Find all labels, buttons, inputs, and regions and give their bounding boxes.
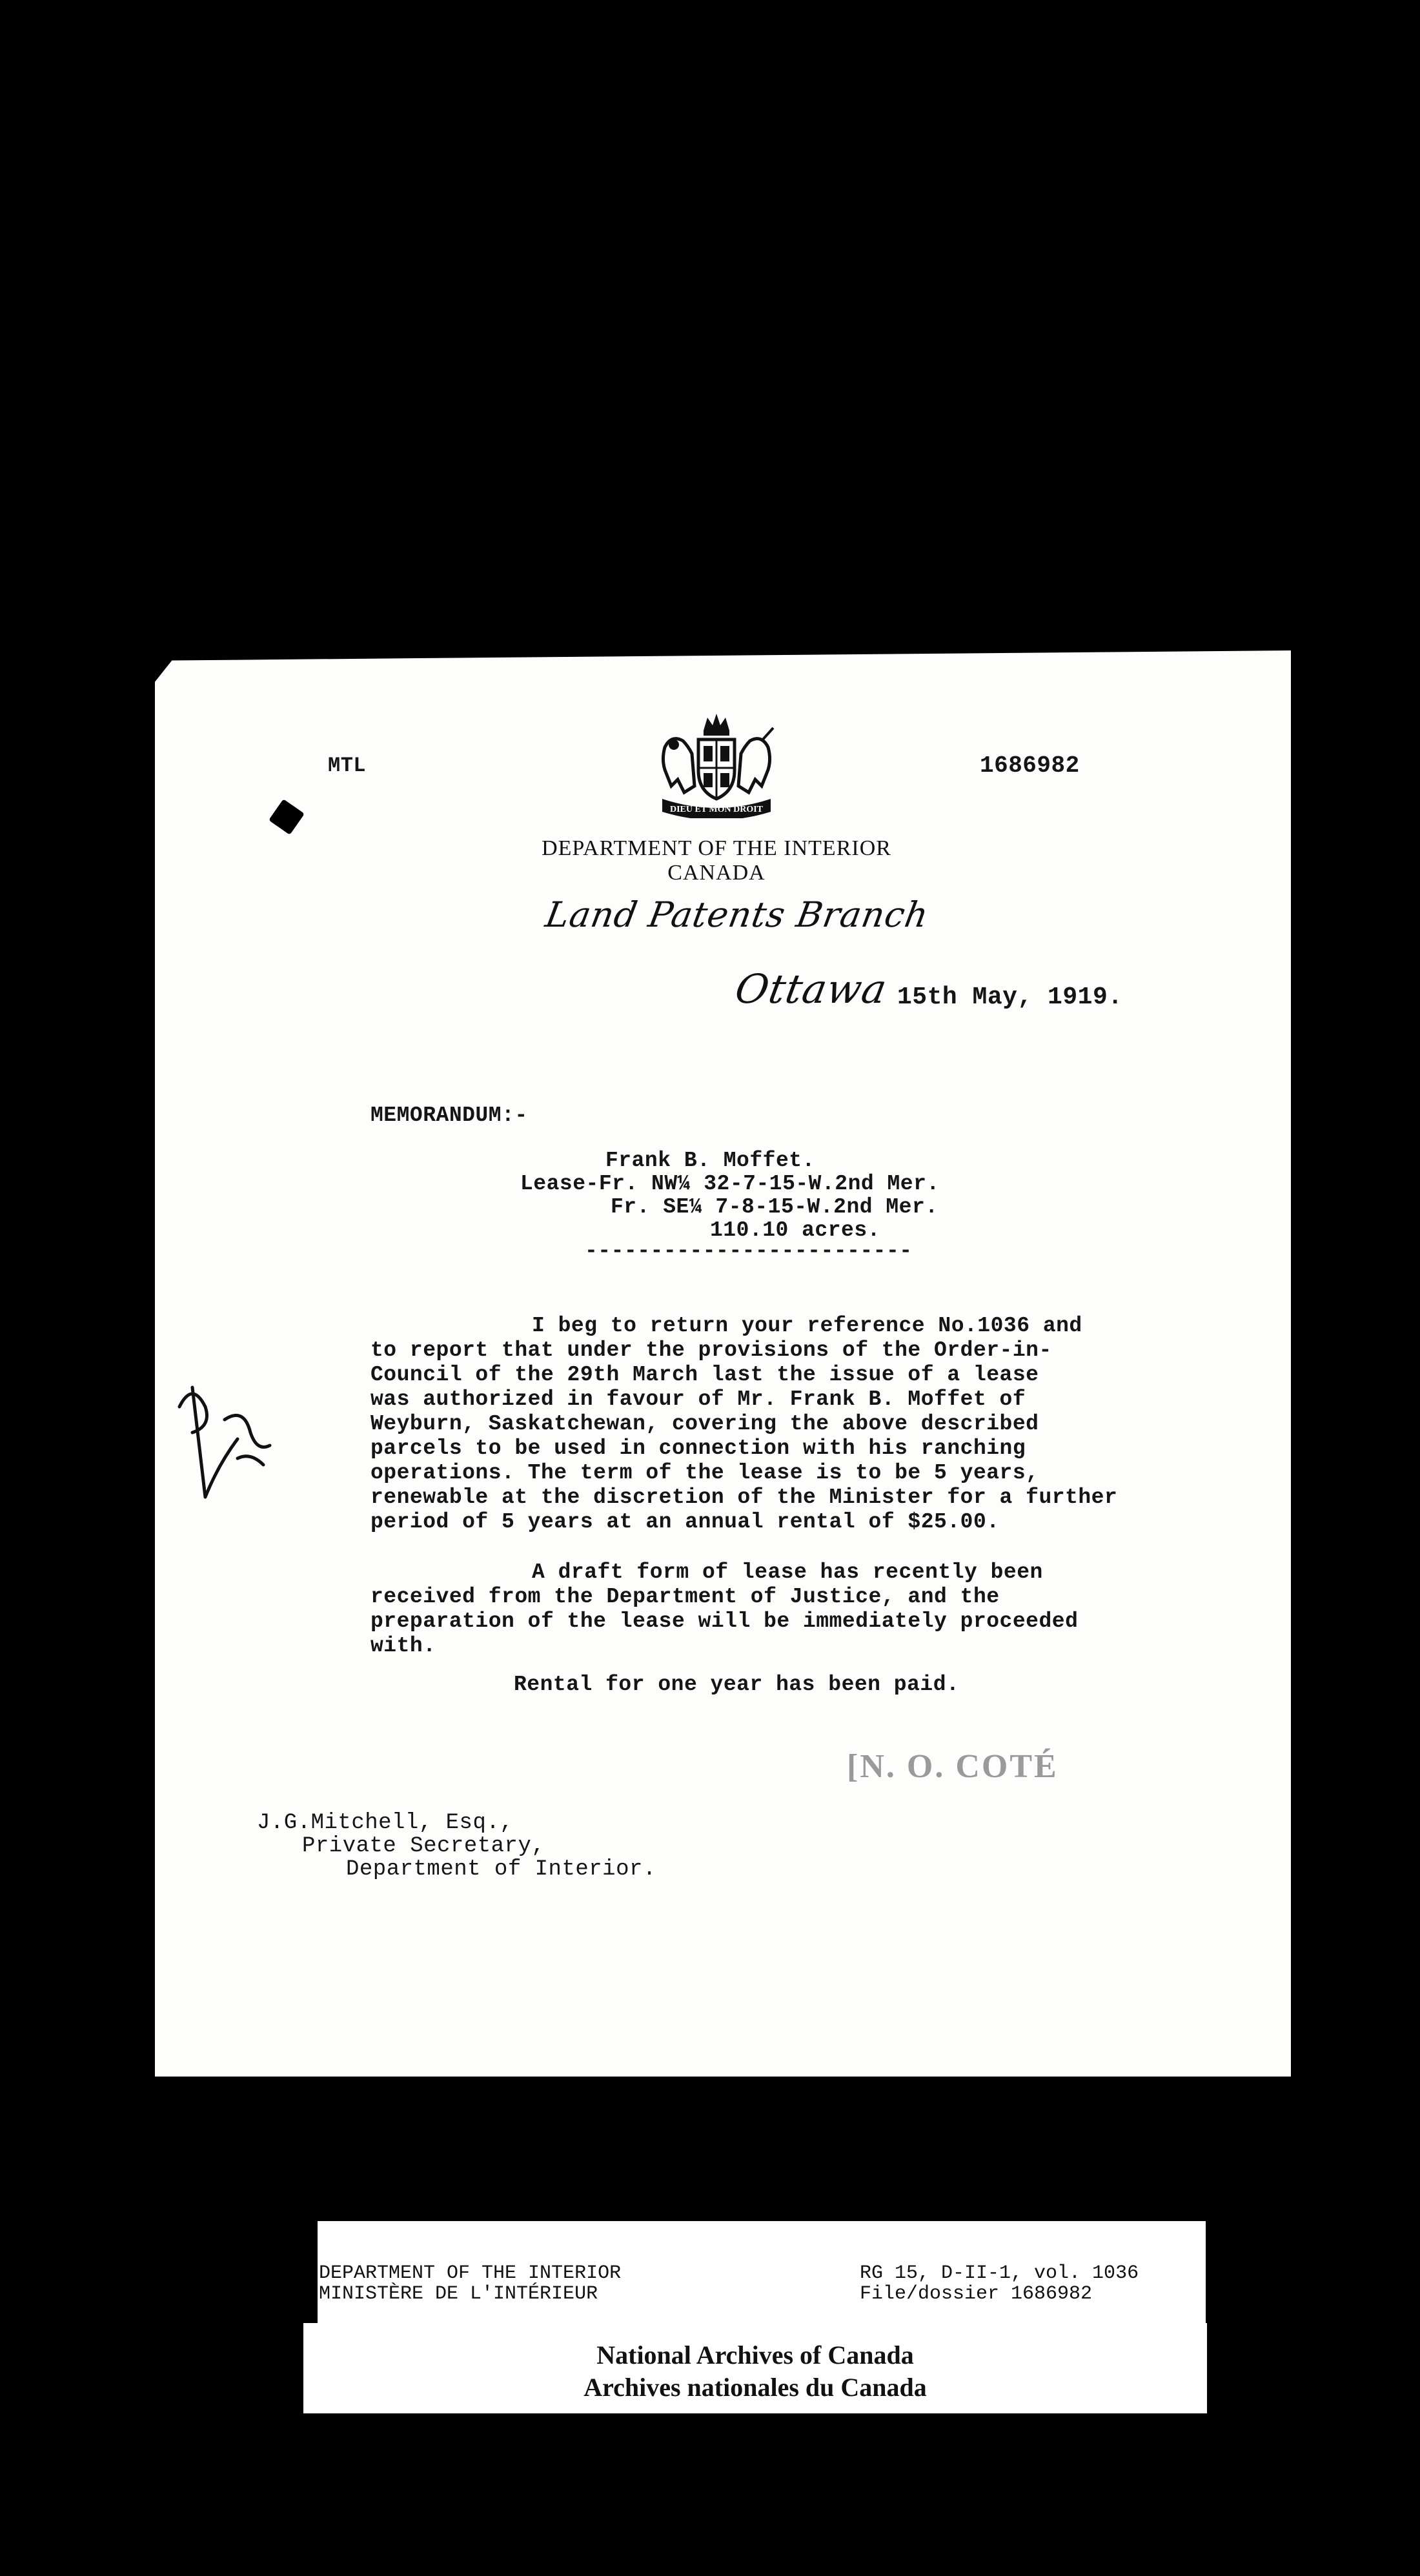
paragraph-1-line: parcels to be used in connection with his ranching bbox=[370, 1436, 1026, 1460]
archive-reference-label bbox=[318, 2221, 1206, 2323]
archives-name-label bbox=[303, 2323, 1207, 2413]
file-code: MTL bbox=[328, 754, 367, 778]
handwritten-initials bbox=[167, 1368, 276, 1510]
memo-heading: MEMORANDUM:- bbox=[370, 1103, 528, 1127]
department-name: DEPARTMENT OF THE INTERIOR bbox=[542, 836, 891, 860]
paragraph-1-line: renewable at the discretion of the Minister for a further bbox=[370, 1485, 1118, 1509]
label-reference: RG 15, D-II-1, vol. 1036 bbox=[860, 2262, 1139, 2284]
paragraph-2-line: A draft form of lease has recently been bbox=[532, 1560, 1043, 1584]
paragraph-1-line: period of 5 years at an annual rental of $25.00. bbox=[370, 1510, 1000, 1534]
addressee-title: Private Secretary, bbox=[302, 1834, 545, 1858]
country-name: CANADA bbox=[667, 861, 766, 885]
lease-line-2: Fr. SE¼ 7-8-15-W.2nd Mer. bbox=[611, 1195, 938, 1219]
branch-name: Land Patents Branch bbox=[542, 894, 932, 935]
paragraph-1-line: to report that under the provisions of the Order-in- bbox=[370, 1338, 1052, 1362]
subject-name: Frank B. Moffet. bbox=[605, 1149, 815, 1172]
addressee-department: Department of Interior. bbox=[346, 1857, 656, 1882]
archives-name-en: National Archives of Canada bbox=[596, 2340, 914, 2370]
city-name: Ottawa bbox=[731, 965, 891, 1012]
lease-line-1: Lease-Fr. NW¼ 32-7-15-W.2nd Mer. bbox=[520, 1172, 940, 1196]
crest-motto: DIEU ET MON DROIT bbox=[669, 805, 764, 814]
label-file-ref: File/dossier 1686982 bbox=[860, 2283, 1093, 2305]
paragraph-1-line: Weyburn, Saskatchewan, covering the above described bbox=[370, 1412, 1039, 1436]
signature-stamp: [N. O. COTÉ bbox=[847, 1748, 1059, 1785]
paragraph-2-line: received from the Department of Justice, and the bbox=[370, 1585, 1000, 1609]
label-dept-en: DEPARTMENT OF THE INTERIOR bbox=[319, 2262, 622, 2284]
paragraph-1-line: I beg to return your reference No.1036 and bbox=[532, 1314, 1082, 1338]
royal-coat-of-arms-icon bbox=[652, 709, 781, 818]
acres: 110.10 acres. bbox=[710, 1218, 880, 1242]
paragraph-1-line: operations. The term of the lease is to be 5 years, bbox=[370, 1461, 1039, 1485]
paragraph-1-line: Council of the 29th March last the issue of a lease bbox=[370, 1363, 1039, 1387]
addressee-name: J.G.Mitchell, Esq., bbox=[257, 1811, 514, 1835]
divider-rule: ------------------------- bbox=[585, 1239, 913, 1263]
paragraph-2-line: preparation of the lease will be immediately proceeded bbox=[370, 1609, 1079, 1633]
letter-date: 15th May, 1919. bbox=[897, 983, 1123, 1011]
archives-name-fr: Archives nationales du Canada bbox=[583, 2373, 927, 2402]
paragraph-3: Rental for one year has been paid. bbox=[514, 1673, 960, 1696]
label-dept-fr: MINISTÈRE DE L'INTÉRIEUR bbox=[319, 2283, 598, 2305]
file-number: 1686982 bbox=[980, 752, 1080, 779]
paragraph-2-line: with. bbox=[370, 1634, 436, 1658]
paragraph-1-line: was authorized in favour of Mr. Frank B. Moffet of bbox=[370, 1387, 1026, 1411]
